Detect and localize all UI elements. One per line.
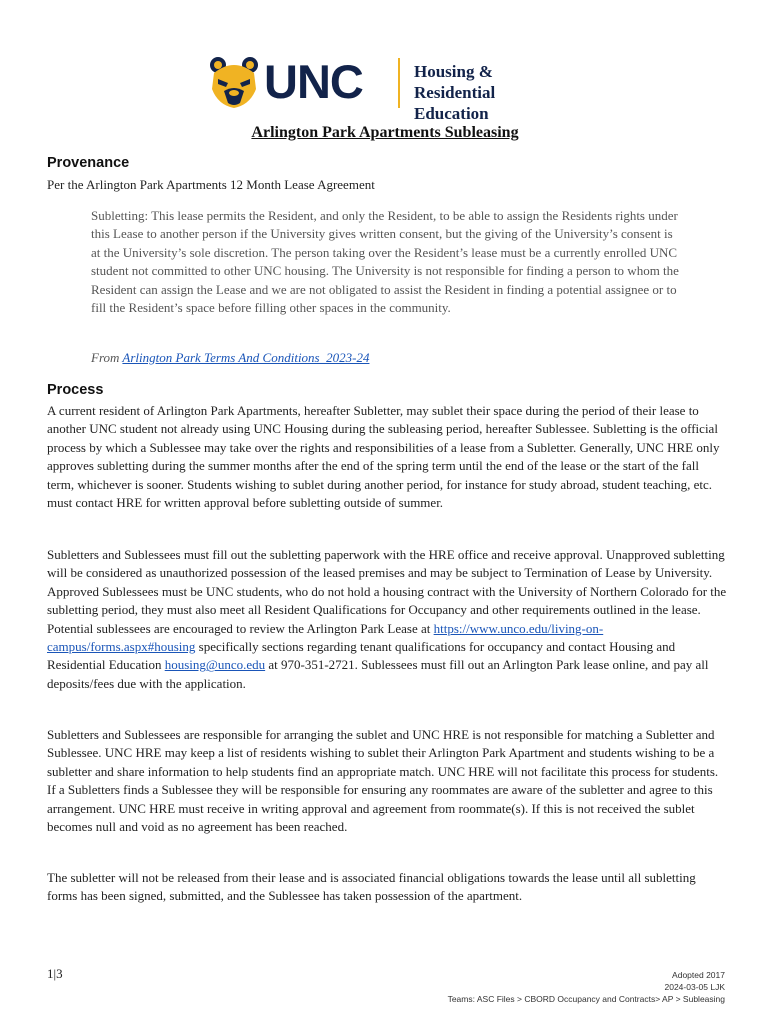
terms-link[interactable]: Arlington Park Terms And Conditions_2023-24 — [122, 350, 370, 365]
unc-wordmark: UNC — [264, 55, 363, 108]
housing-forms-link[interactable]: https://www.unco.edu/living-on-campus/forms.aspx#housing — [47, 620, 604, 655]
process-paragraph-3: Subletters and Sublessees are responsible for arranging the sublet and UNC HRE is not responsible for matching a Subletter and Sublessee. UNC HRE may keep a list of residents wishing to sublet their Arlington Park Apartment and students wishing to be a subletter and share information to help students find an appropriate match. UNC HRE will not facilitate this process for students. If a Subletters finds a Sublessee they will be responsible for ensuring any roommates are aware of the subletter and agree to this arrangement. UNC HRE must receive in writing approval and agreement from roommate(s). If this is not received the sublet becomes null and void as no agreement has been reached. — [47, 727, 719, 835]
unc-logo — [208, 55, 568, 123]
department-line-2: Education — [414, 104, 489, 123]
quote-source — [91, 350, 369, 366]
footer-info — [448, 969, 725, 1005]
adopted-date: Adopted 2017 — [672, 970, 725, 980]
p2-text-b: specifically sections regarding tenant qualifications for occupancy and contact Housing and Residential Education — [47, 639, 676, 673]
page-number: 1|3 — [47, 966, 63, 981]
file-path: Teams: ASC Files > CBORD Occupancy and Contracts> AP > Subleasing — [447, 994, 725, 1004]
department-name — [414, 61, 568, 124]
revised-date: 2024-03-05 LJK — [664, 982, 725, 992]
process-paragraph-4: The subletter will not be released from their lease and is associated financial obligations towards the lease until all subletting forms has been signed, submitted, and the Sublessee has taken possession of the apartment. — [47, 870, 696, 904]
process-heading: Process — [47, 382, 104, 398]
process-paragraph-2 — [47, 546, 727, 693]
housing-email-link[interactable]: housing@unco.edu — [164, 657, 266, 673]
from-label: From — [91, 350, 123, 365]
p2-text-c: at 970-351-2721. Sublessees must fill out an Arlington Park lease online, and pay all deposits/fees due with the application. — [47, 657, 709, 691]
process-paragraph-1: A current resident of Arlington Park Apartments, hereafter Subletter, may sublet their space during the period of their lease to another UNC student not already using UNC Housing during the subleasing period, hereafter Sublessee. Subletting is the official process by which a Sublessee may take over the rights and responsibilities of a lease from a Subletter. Generally, UNC HRE only approves subletting during the summer months after the end of the spring term until the end of the lease or the start of the fall term, whichever is sooner. Students wishing to sublet during another period, for instance for study abroad, student teaching, etc. must contact HRE for written approval before subletting outside of summer. — [47, 403, 720, 511]
provenance-heading: Provenance — [47, 155, 130, 171]
p2-text-a: Subletters and Sublessees must fill out the subletting paperwork with the HRE office and receive approval. Unapproved subletting will be considered as unauthorized possession of the leased premises and may be subject to Termination of Lease by University. Approved Sublessees must be UNC students, who do not hold a housing contract with the University of Northern Colorado for the subletting period, they must also meet all Resident Qualifications for Occupancy and other requirements outlined in the lease. Potential sublessees are encouraged to review the Arlington Park Lease at — [47, 547, 727, 636]
bear-logo-icon — [208, 55, 260, 109]
lease-quote: Subletting: This lease permits the Resident, and only the Resident, to be able to assign the Residents rights under this Lease to another person if the University gives written consent, but the giving of the University’s consent is at the University’s sole discretion. The person taking over the Resident’s lease must be a currently enrolled UNC student not committed to other UNC housing. The University is not responsible for finding a person to whom the Resident can assign the Lease and we are not obligated to assist the Resident in finding a potential assignee or to fill the Resident’s space before filling other spaces in the community. — [91, 208, 679, 316]
logo-divider — [398, 58, 400, 108]
department-line-1: Housing & Residential — [414, 62, 496, 102]
page-title: Arlington Park Apartments Subleasing — [251, 124, 519, 141]
provenance-intro: Per the Arlington Park Apartments 12 Month Lease Agreement — [47, 177, 375, 192]
